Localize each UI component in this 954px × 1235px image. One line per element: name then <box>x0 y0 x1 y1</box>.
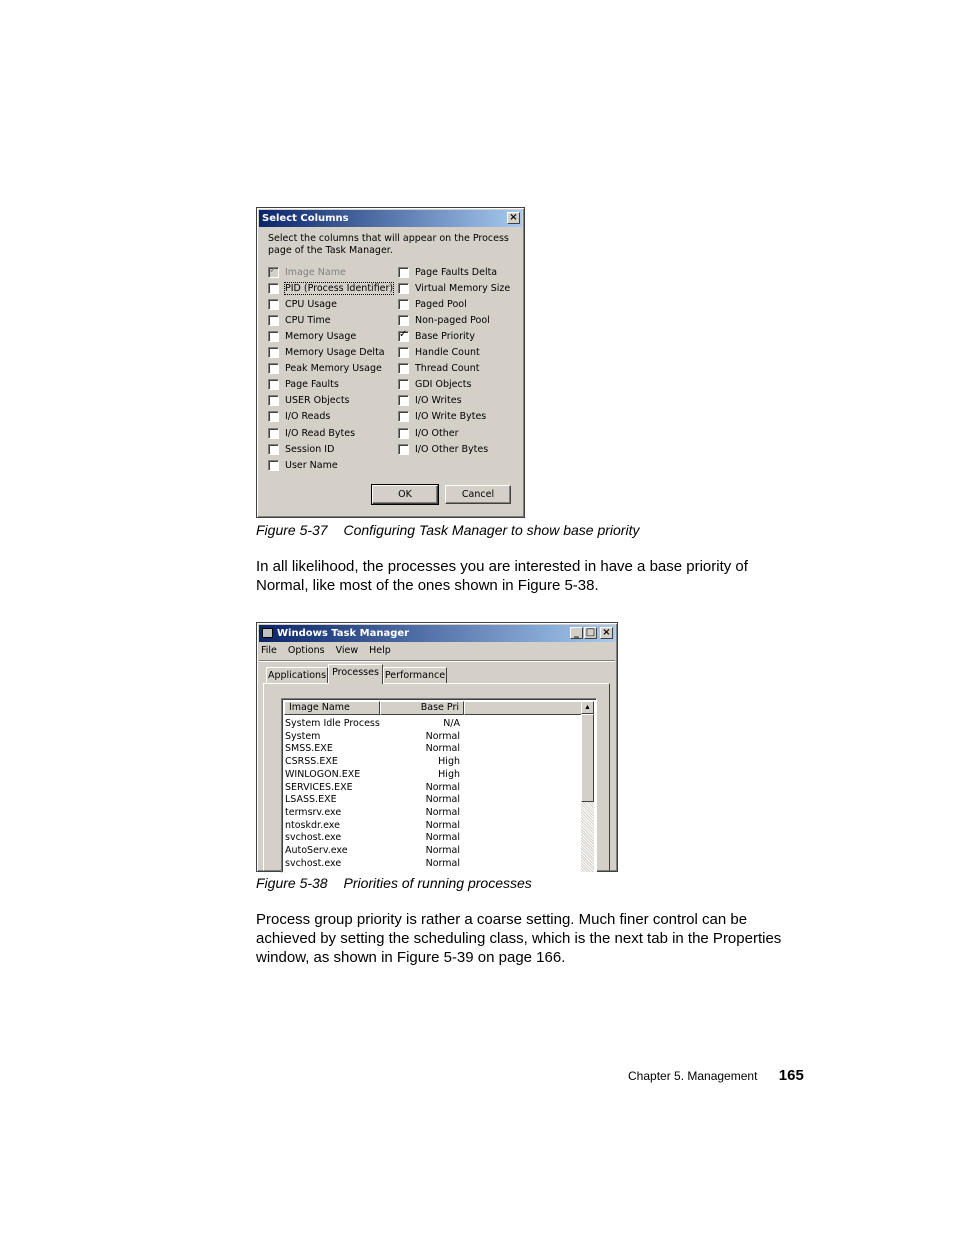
table-row[interactable] <box>285 844 460 857</box>
checkbox-item[interactable] <box>268 281 393 295</box>
process-priority: Normal <box>425 806 460 818</box>
checkbox[interactable] <box>398 283 409 294</box>
checkbox-item[interactable] <box>398 394 462 408</box>
checkbox-item[interactable] <box>398 281 510 295</box>
dialog-description: Select the columns that will appear on the Process page of the Task Manager. <box>268 233 509 256</box>
ok-button[interactable]: OK <box>372 485 438 504</box>
checkbox[interactable] <box>268 411 279 422</box>
table-row[interactable] <box>285 781 460 794</box>
maximize-icon[interactable]: □ <box>585 627 596 638</box>
scroll-up-arrow-icon[interactable]: ▲ <box>581 701 594 714</box>
checkbox[interactable] <box>398 411 409 422</box>
table-row[interactable] <box>285 793 460 806</box>
checkbox[interactable] <box>268 460 279 471</box>
process-priority: Normal <box>425 819 460 831</box>
checkbox-item[interactable] <box>398 313 490 327</box>
process-name: CSRSS.EXE <box>285 756 338 768</box>
process-priority: High <box>438 756 460 768</box>
figure-37-caption <box>256 522 639 538</box>
page-number: 165 <box>778 1067 804 1084</box>
paragraph-2: Process group priority is rather a coarse setting. Much finer control can be achieved by setting the scheduling class, which is the next tab in the Properties window, as shown in Figure 5-39 on page 166. <box>256 911 782 966</box>
process-priority: N/A <box>443 718 460 729</box>
process-name: ntoskdr.exe <box>285 819 340 831</box>
checkbox[interactable] <box>398 267 409 278</box>
checkbox[interactable] <box>398 363 409 374</box>
select-columns-dialog <box>256 207 525 518</box>
process-name: WINLOGON.EXE <box>285 768 361 780</box>
figure-38-caption <box>256 875 532 891</box>
checkbox-label: I/O Writes <box>415 395 462 407</box>
checkbox-label: Base Priority <box>415 330 475 342</box>
checkbox-item[interactable] <box>398 410 486 424</box>
checkbox-item[interactable] <box>398 297 467 311</box>
checkbox[interactable] <box>268 428 279 439</box>
dialog-title: Select Columns <box>262 213 349 224</box>
checkbox-item[interactable] <box>268 378 339 392</box>
checkbox-label: I/O Write Bytes <box>415 411 487 423</box>
checkbox-label: USER Objects <box>285 395 350 407</box>
table-row[interactable] <box>285 730 460 743</box>
checkbox-item[interactable] <box>268 410 330 424</box>
checkbox-label: CPU Usage <box>285 298 337 310</box>
checkbox-label: I/O Read Bytes <box>285 427 356 439</box>
checkbox[interactable] <box>398 444 409 455</box>
process-name: SERVICES.EXE <box>285 781 353 793</box>
checkbox-item[interactable] <box>398 378 471 392</box>
checkbox-label: Memory Usage Delta <box>285 347 385 358</box>
table-row[interactable] <box>285 755 460 768</box>
checkbox[interactable] <box>268 395 279 406</box>
menu-help[interactable]: Help <box>369 645 391 656</box>
checkbox-label: Memory Usage <box>285 330 357 342</box>
process-name: AutoServ.exe <box>285 845 348 856</box>
checkbox[interactable] <box>398 428 409 439</box>
checkbox-item[interactable] <box>398 362 479 376</box>
checkbox-item[interactable] <box>398 426 458 440</box>
column-header-base-priority[interactable]: Base Pri <box>380 701 464 715</box>
checkbox[interactable] <box>398 299 409 310</box>
footer-chapter: Chapter 5. Management <box>628 1069 758 1083</box>
checkbox-label: GDI Objects <box>415 379 472 391</box>
process-name: SMSS.EXE <box>285 743 333 755</box>
process-name: svchost.exe <box>285 857 342 869</box>
checkbox <box>268 267 279 278</box>
figure-caption-text: Configuring Task Manager to show base priority <box>343 522 640 538</box>
checkbox-item[interactable] <box>268 329 356 343</box>
checkbox[interactable] <box>398 331 409 342</box>
dialog-title-bar[interactable] <box>259 210 522 227</box>
process-priority: Normal <box>425 794 460 806</box>
process-priority: Normal <box>425 730 460 742</box>
checkbox-label: Page Faults Delta <box>415 266 498 278</box>
minimize-icon[interactable]: _ <box>570 627 583 639</box>
table-row[interactable] <box>285 806 460 819</box>
checkbox[interactable] <box>398 379 409 390</box>
checkbox[interactable] <box>268 299 279 310</box>
checkbox-label: I/O Other Bytes <box>415 443 489 455</box>
checkbox-item[interactable] <box>268 346 385 360</box>
checkbox-label: Session ID <box>285 443 335 455</box>
checkbox-label: Paged Pool <box>415 298 467 310</box>
task-manager-title-bar[interactable] <box>259 625 615 642</box>
checkbox-item[interactable] <box>398 442 488 456</box>
checkbox-label: Peak Memory Usage <box>285 363 382 375</box>
checkbox[interactable] <box>268 347 279 358</box>
checkbox-item[interactable] <box>268 458 338 472</box>
process-name: termsrv.exe <box>285 806 342 818</box>
task-manager-title: Windows Task Manager <box>277 628 410 639</box>
checkbox-item[interactable] <box>398 329 475 343</box>
table-row[interactable] <box>285 768 460 781</box>
checkbox-item[interactable] <box>268 394 350 408</box>
checkbox-label: Image Name <box>285 266 346 278</box>
checkbox[interactable] <box>268 331 279 342</box>
paragraph-1: In all likelihood, the processes you are interested in have a base priority of Normal, like most of the ones shown in Figure 5-38. <box>256 558 748 594</box>
page-footer <box>628 1067 804 1084</box>
checkbox-item[interactable] <box>398 346 480 360</box>
checkbox-label: User Name <box>285 459 338 471</box>
column-header-image-name[interactable]: Image Name <box>284 701 380 715</box>
checkbox-item <box>268 265 346 279</box>
checkbox-label: I/O Reads <box>285 411 331 423</box>
table-row[interactable] <box>285 717 460 730</box>
process-priority: Normal <box>425 845 460 856</box>
table-row[interactable] <box>285 831 460 844</box>
table-row[interactable] <box>285 819 460 832</box>
checkbox-label: Non-paged Pool <box>415 314 490 326</box>
checkbox[interactable] <box>268 379 279 390</box>
menu-options[interactable]: Options <box>287 645 325 656</box>
table-row[interactable] <box>285 857 460 870</box>
figure-number: Figure 5-37 <box>256 522 328 538</box>
checkbox[interactable] <box>398 395 409 406</box>
table-row[interactable] <box>285 742 460 755</box>
process-list[interactable] <box>281 698 597 873</box>
process-name: LSASS.EXE <box>285 794 337 806</box>
process-priority: Normal <box>425 781 460 793</box>
checkbox[interactable] <box>268 444 279 455</box>
cancel-button[interactable]: Cancel <box>445 485 511 504</box>
checkbox-label: I/O Other <box>415 427 459 439</box>
checkbox-item[interactable] <box>398 265 497 279</box>
process-priority: Normal <box>425 832 460 844</box>
checkbox[interactable] <box>268 315 279 326</box>
task-manager-window <box>256 622 618 872</box>
menu-view[interactable]: View <box>335 645 359 656</box>
checkbox-item[interactable] <box>268 426 355 440</box>
close-icon[interactable]: × <box>507 212 520 224</box>
vertical-scrollbar[interactable] <box>581 701 594 872</box>
figure-caption-text: Priorities of running processes <box>343 875 532 891</box>
menu-bar <box>261 642 402 659</box>
process-name: svchost.exe <box>285 832 342 844</box>
checkbox-item[interactable] <box>268 297 337 311</box>
process-priority: Normal <box>425 857 460 869</box>
tab-performance[interactable]: Performance <box>383 667 447 684</box>
process-name: System <box>285 730 321 742</box>
checkbox-label: CPU Time <box>285 314 331 326</box>
checkbox-item[interactable] <box>268 442 334 456</box>
figure-number: Figure 5-38 <box>256 875 328 891</box>
checkbox[interactable] <box>268 363 279 374</box>
checkbox[interactable] <box>398 347 409 358</box>
menu-file[interactable]: File <box>261 645 277 656</box>
task-manager-app-icon <box>262 628 273 638</box>
checkbox-label: Handle Count <box>415 347 480 358</box>
process-priority: Normal <box>425 743 460 755</box>
checkbox-label: Virtual Memory Size <box>415 282 511 294</box>
scrollbar-thumb[interactable] <box>581 714 594 802</box>
tab-applications[interactable]: Applications <box>266 667 328 684</box>
process-priority: High <box>438 768 460 780</box>
checkbox-label: Page Faults <box>285 379 339 391</box>
process-name: System Idle Process <box>285 718 380 729</box>
checkbox[interactable] <box>268 283 279 294</box>
checkbox-label: Thread Count <box>415 363 480 375</box>
checkbox[interactable] <box>398 315 409 326</box>
close-icon[interactable]: × <box>600 627 613 639</box>
column-header-empty <box>464 701 583 715</box>
checkbox-item[interactable] <box>268 313 331 327</box>
checkbox-item[interactable] <box>268 362 382 376</box>
tab-processes[interactable]: Processes <box>328 664 383 684</box>
menu-separator <box>259 660 615 662</box>
checkbox-label: PID (Process Identifier) <box>285 282 394 294</box>
